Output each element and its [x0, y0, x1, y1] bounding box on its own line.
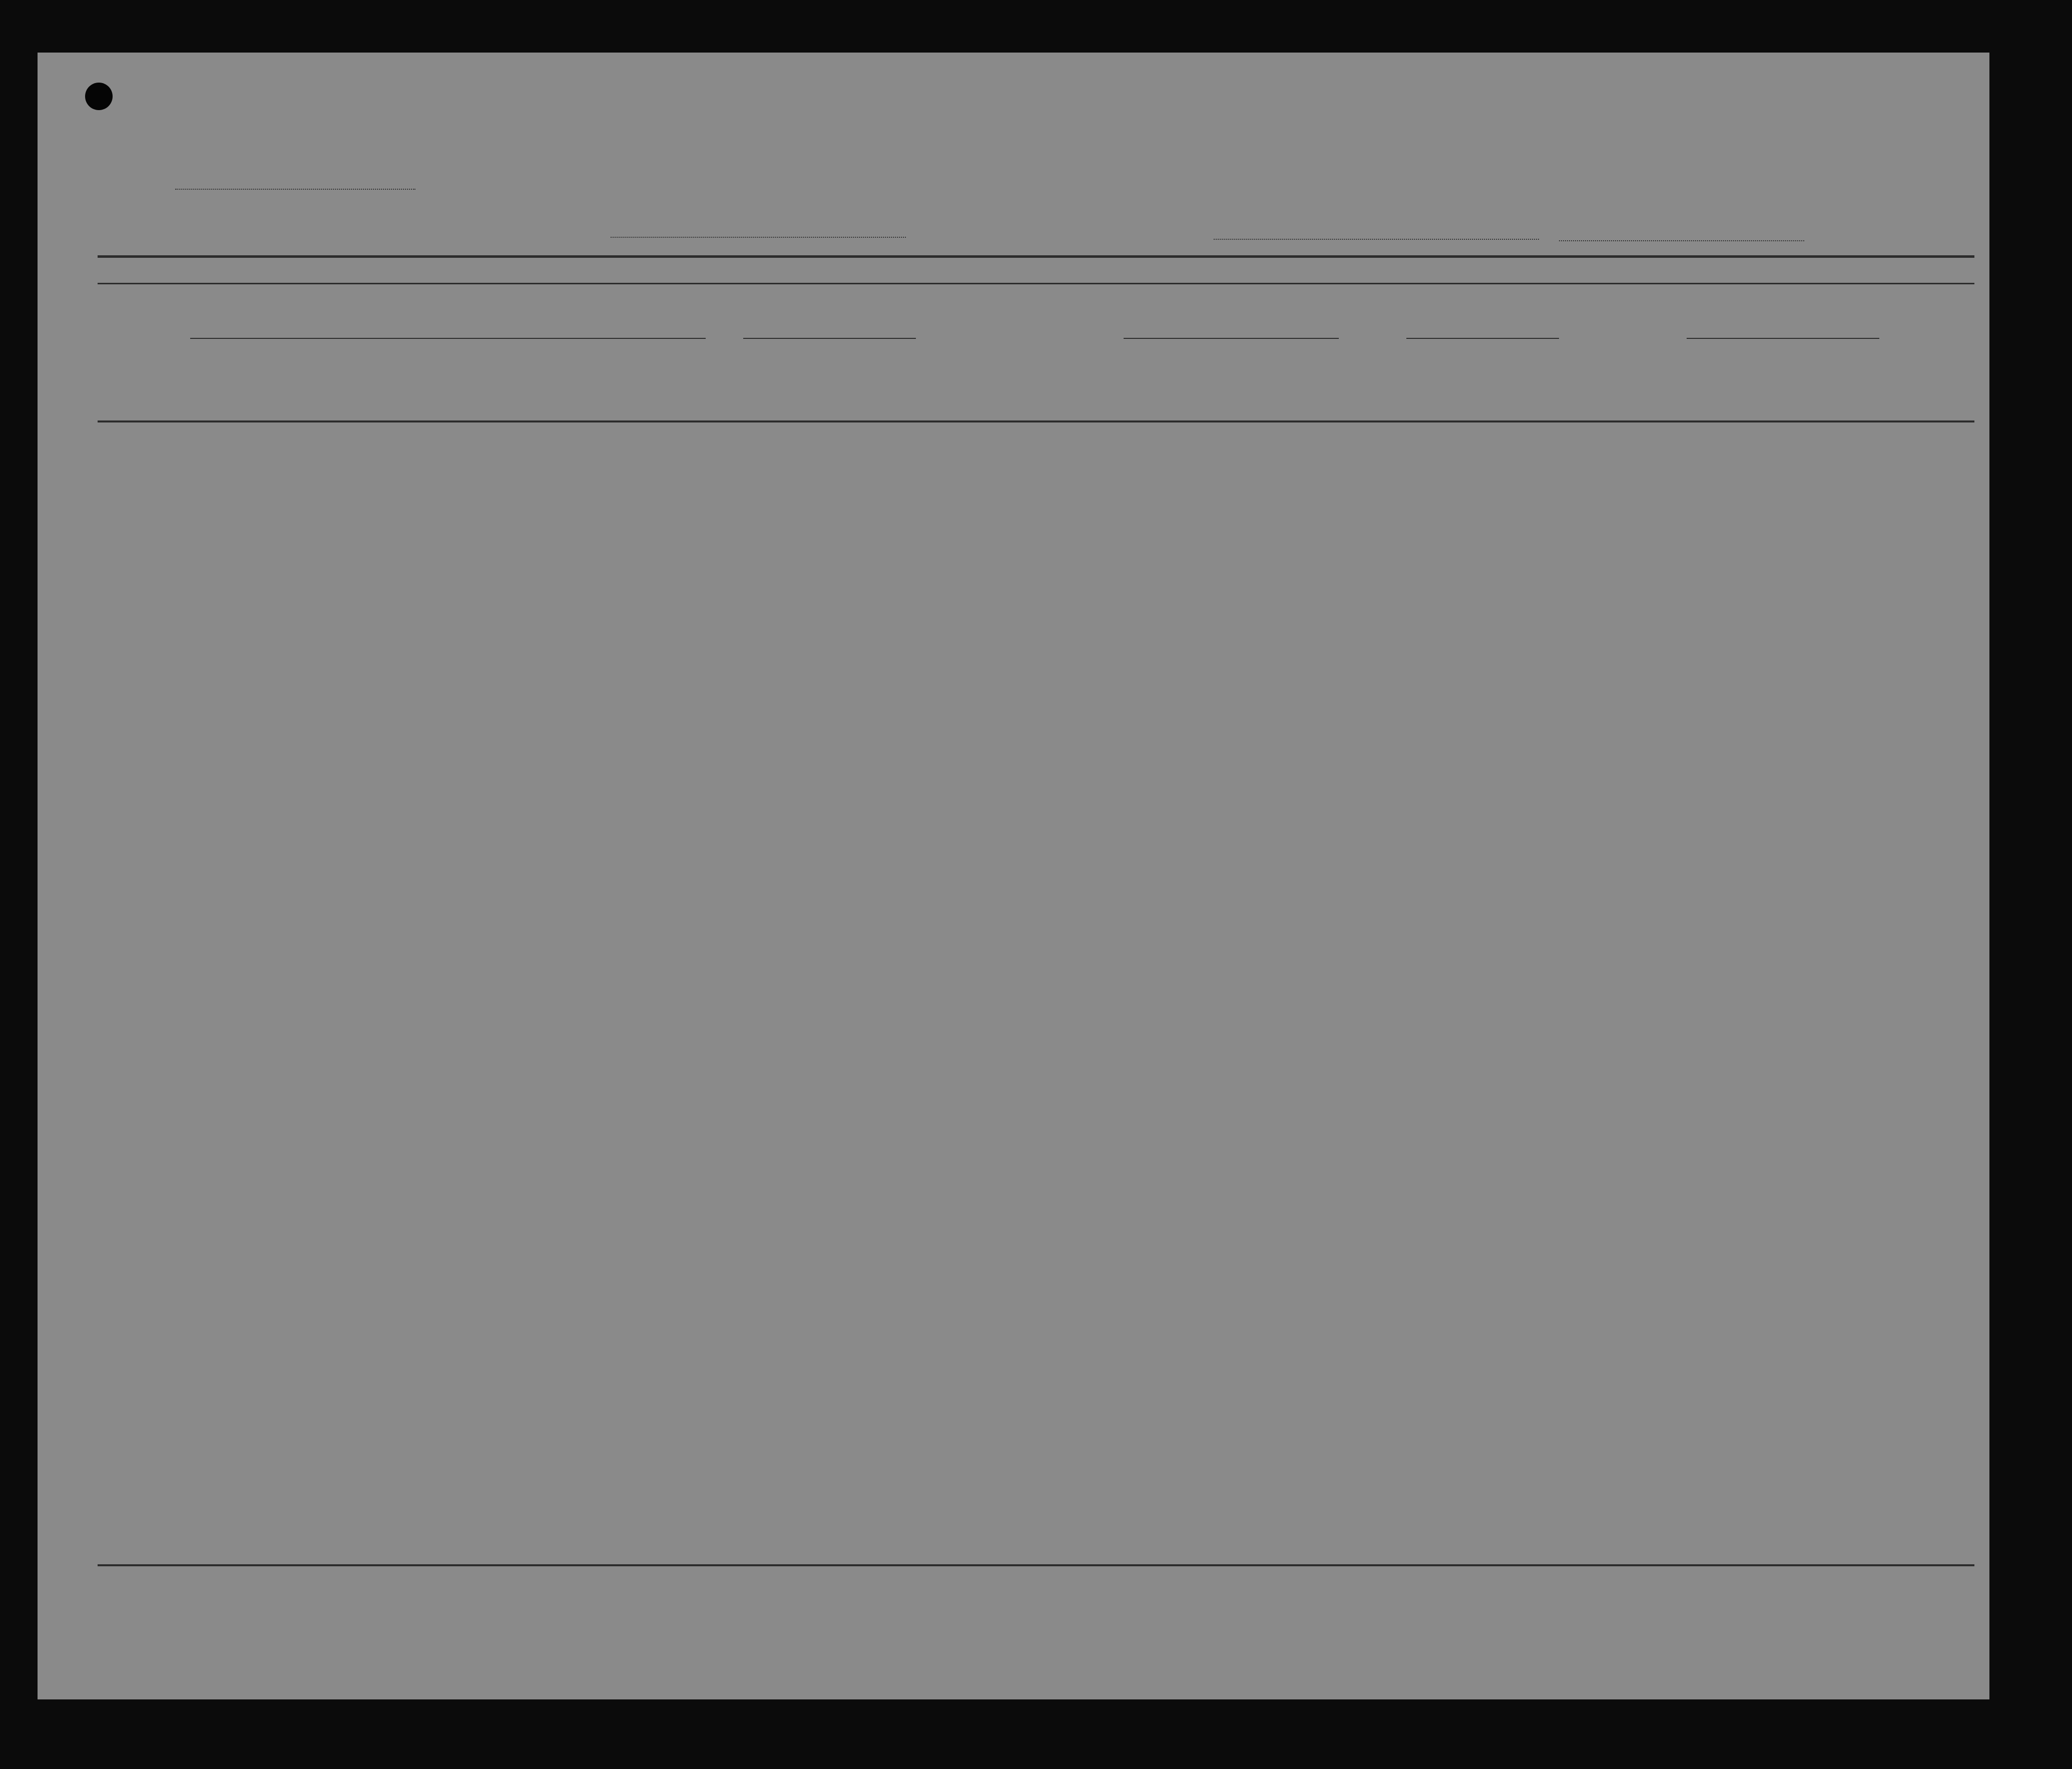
subheader-rule-a — [190, 338, 706, 339]
subheader-rule-d — [1406, 338, 1559, 339]
table-top-border — [98, 255, 1974, 258]
header-bottom-rule — [98, 420, 1974, 422]
subheader-rule-e — [1687, 338, 1879, 339]
list-line — [175, 189, 415, 190]
date-line — [1559, 240, 1804, 241]
colnum-rule — [98, 283, 1974, 284]
subheader-rule-b — [743, 338, 916, 339]
table-bottom-border — [98, 1564, 1974, 1566]
ship-name-line — [611, 237, 906, 238]
port-line — [1214, 239, 1539, 240]
punch-hole — [85, 83, 113, 110]
subheader-rule-c — [1124, 338, 1339, 339]
manifest-sheet — [38, 53, 1989, 1699]
